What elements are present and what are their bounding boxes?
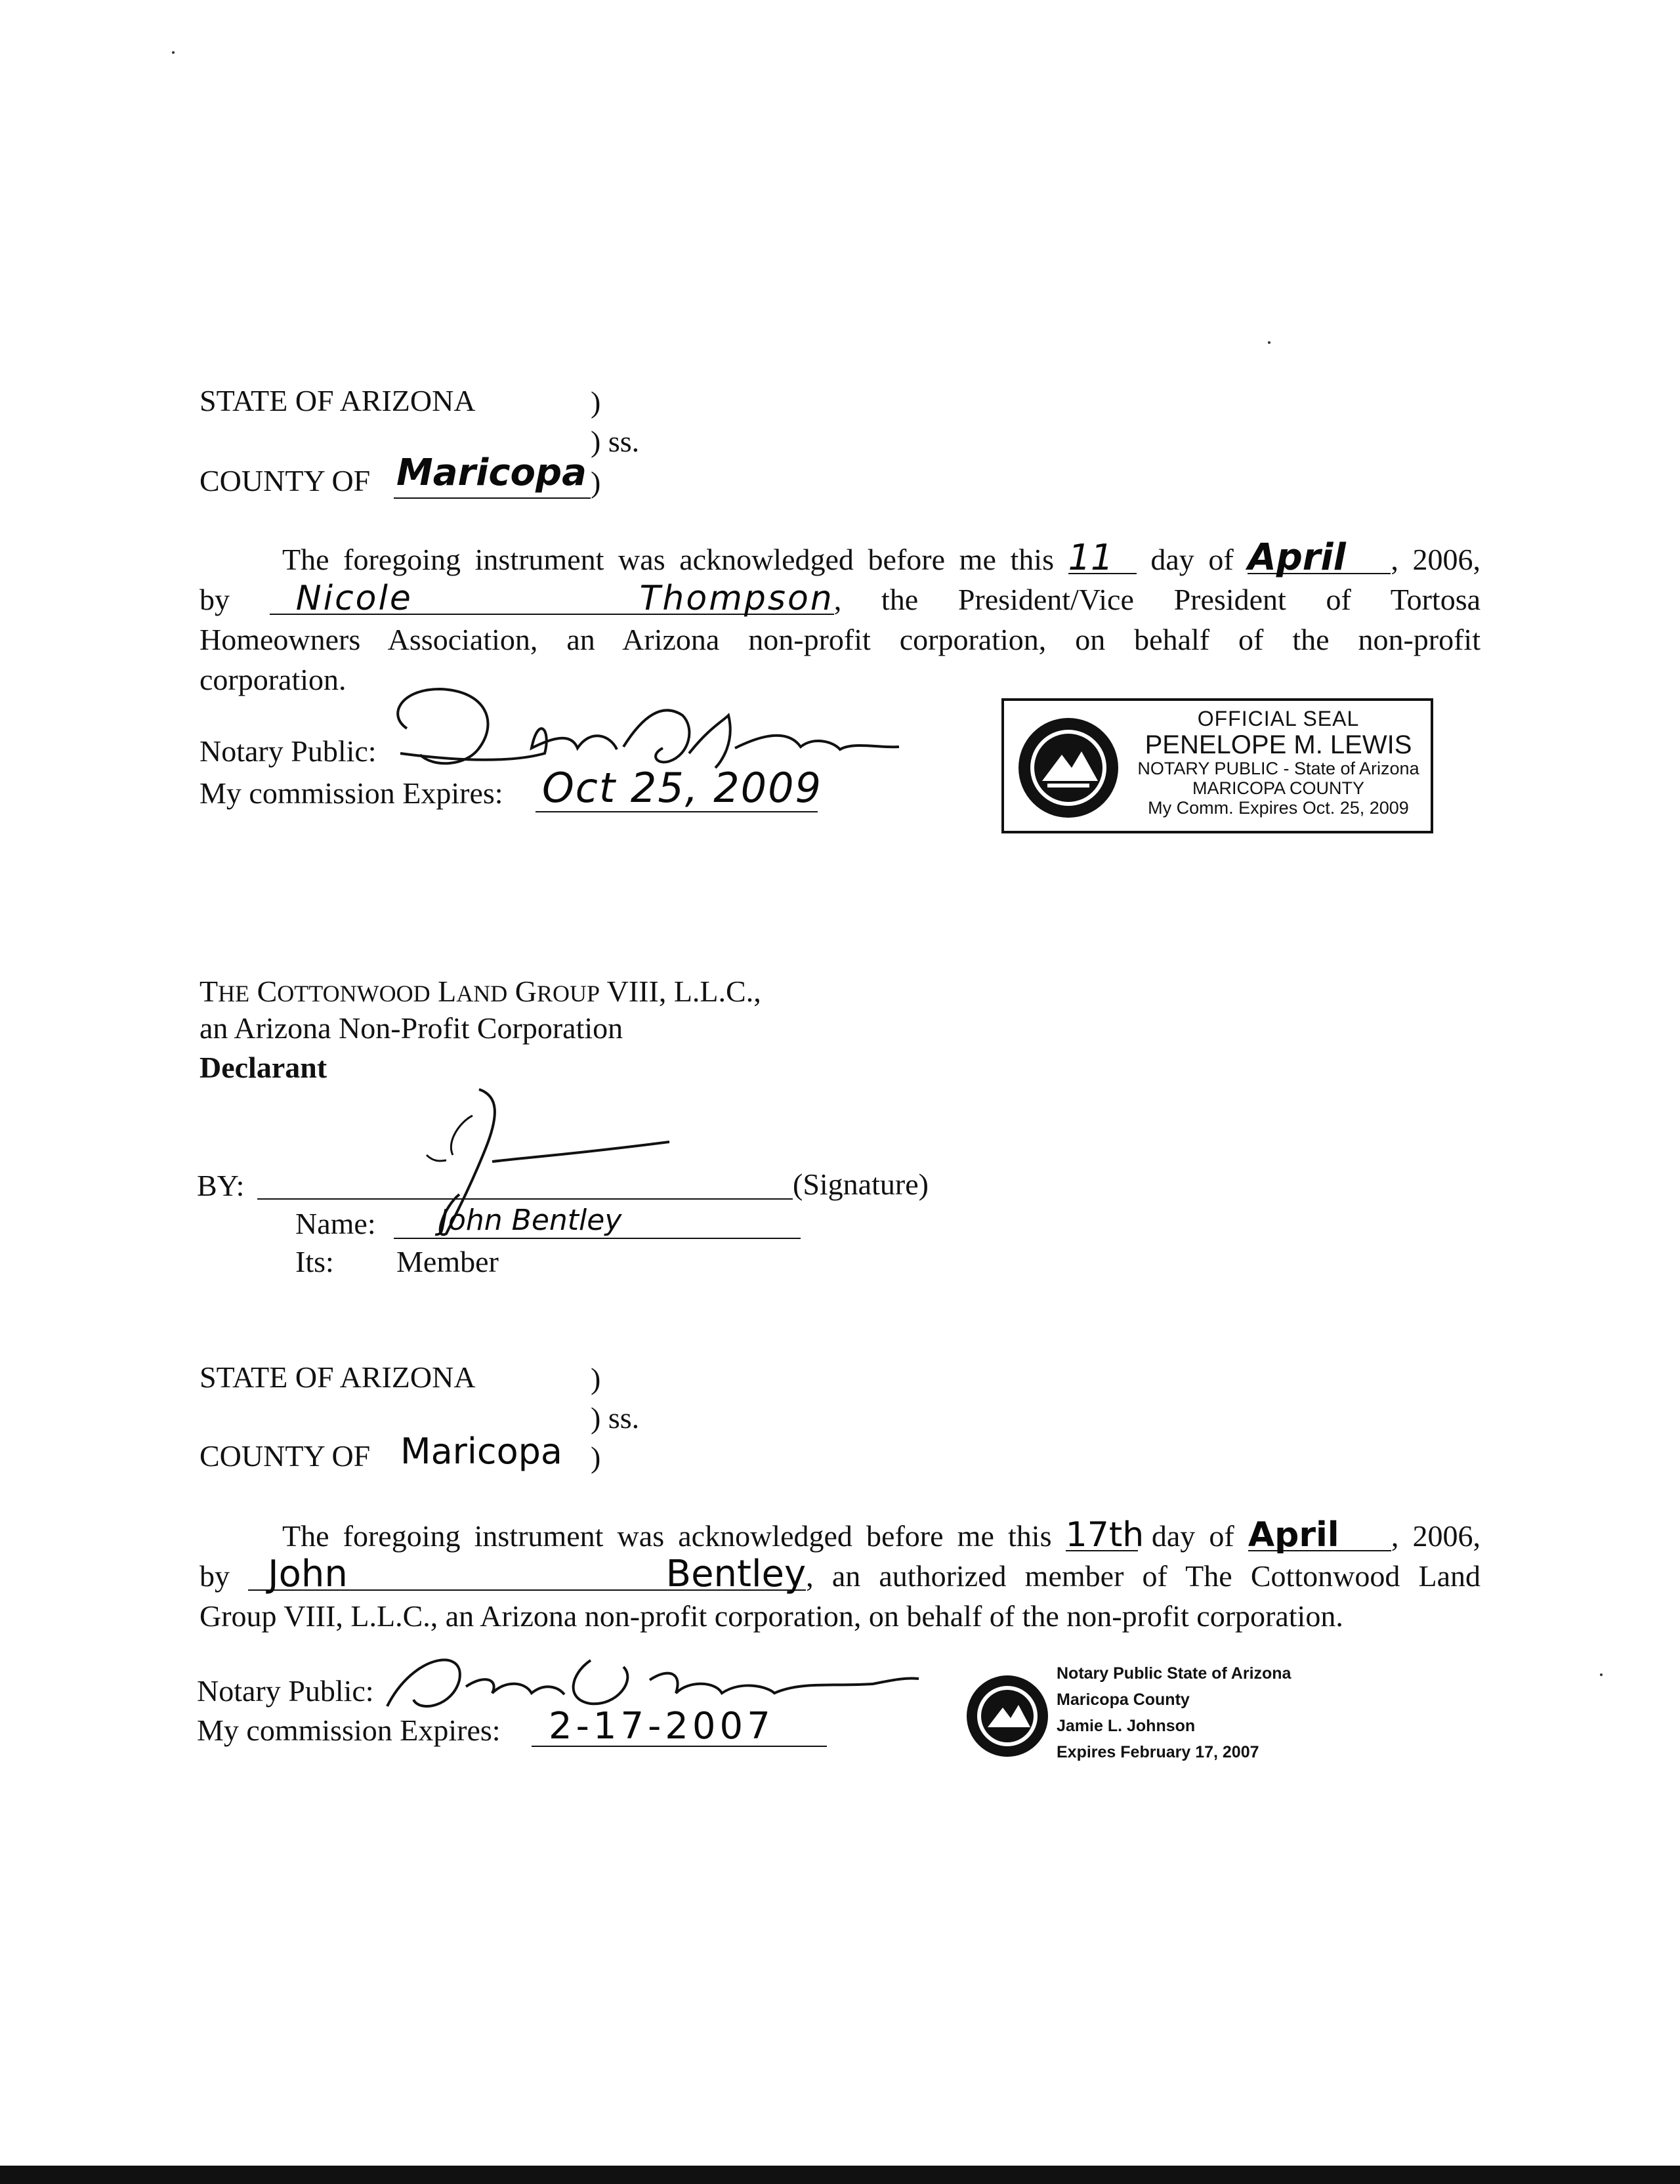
notary-public-label: Notary Public:	[197, 1674, 374, 1708]
its-label: Its:	[295, 1245, 334, 1278]
commission-handwritten: Oct 25, 2009	[542, 764, 822, 812]
commission-label: My commission Expires:	[197, 1713, 501, 1747]
company-name: THE COTTONWOOD LAND GROUP VIII, L.L.C.,	[200, 975, 761, 1008]
commission-handwritten: 2-17-2007	[549, 1705, 774, 1748]
stamp-line-4: Expires February 17, 2007	[1057, 1743, 1259, 1761]
month-handwritten: April	[1248, 1520, 1391, 1551]
stamp-line-3: Jamie L. Johnson	[1057, 1717, 1196, 1735]
county-paren: )	[591, 465, 601, 499]
seal-line-3: My Comm. Expires Oct. 25, 2009	[1148, 797, 1409, 818]
day-handwritten: 11	[1068, 543, 1137, 574]
state-seal-icon	[965, 1673, 1050, 1759]
day-handwritten: 17th	[1065, 1515, 1144, 1555]
signature-label: (Signature)	[793, 1167, 929, 1201]
acknowledgment-paragraph: The foregoing instrument was acknowledged before me this 17th day of April , 2006, by John Bentley, an authorized member of The Cottonwood Land Group VIII, L.L.C., an Arizona non-profit corporation, on behalf of the non-profit corporation.	[200, 1516, 1480, 1636]
paragraph-line-4: corporation.	[200, 663, 346, 696]
state-label: STATE OF ARIZONA	[200, 1360, 476, 1394]
paragraph-line-3: Homeowners Association, an Arizona non-profit corporation, on behalf of the non-profit	[200, 623, 1480, 656]
ss-label: ) ss.	[591, 1401, 640, 1435]
seal-notary-name: PENELOPE M. LEWIS	[1144, 730, 1412, 760]
company-subtitle: an Arizona Non-Profit Corporation	[200, 1011, 623, 1045]
name-underline	[394, 1238, 801, 1239]
commission-underline	[536, 811, 818, 812]
official-seal-stamp	[1001, 698, 1433, 833]
signature-line	[257, 1198, 793, 1200]
seal-line-2: MARICOPA COUNTY	[1192, 778, 1365, 798]
seal-line-1: NOTARY PUBLIC - State of Arizona	[1137, 759, 1419, 779]
name-handwritten: John Bentley	[440, 1204, 622, 1237]
signer-name-handwritten: John Bentley	[248, 1559, 806, 1591]
commission-label: My commission Expires:	[200, 776, 503, 810]
state-label: STATE OF ARIZONA	[200, 384, 476, 417]
month-handwritten: April	[1248, 543, 1391, 574]
scan-speck	[172, 51, 175, 54]
scan-speck	[1268, 341, 1270, 344]
scan-bottom-edge	[0, 2166, 1680, 2184]
county-handwritten: Maricopa	[396, 452, 587, 494]
by-label: BY:	[197, 1169, 245, 1202]
state-paren: )	[591, 1362, 601, 1395]
stamp-line-2: Maricopa County	[1057, 1690, 1190, 1709]
state-paren: )	[591, 385, 601, 419]
county-handwritten: Maricopa	[400, 1431, 562, 1472]
signer-name-handwritten: Nicole Thompson	[270, 583, 834, 615]
ss-label: ) ss.	[591, 425, 640, 458]
state-seal-icon	[1016, 715, 1121, 820]
its-value: Member	[396, 1245, 499, 1278]
declarant-role: Declarant	[200, 1051, 327, 1084]
seal-title: OFFICIAL SEAL	[1197, 707, 1360, 730]
county-underline	[394, 497, 591, 499]
notary-public-label: Notary Public:	[200, 734, 377, 768]
acknowledgment-paragraph: The foregoing instrument was acknowledged before me this 11 day of April , 2006, by Nicole Thompson, the President/Vice President of Tortosa Homeowners Association, an Arizona non-profit corporation, on behalf of the non-profit corporation.	[200, 539, 1480, 700]
name-label: Name:	[295, 1207, 376, 1240]
county-paren: )	[591, 1440, 601, 1474]
paragraph-line-3: Group VIII, L.L.C., an Arizona non-profit corporation, on behalf of the non-profit corporation.	[200, 1599, 1343, 1633]
county-label: COUNTY OF	[200, 1439, 371, 1473]
scan-speck	[1600, 1673, 1603, 1676]
stamp-line-1: Notary Public State of Arizona	[1057, 1664, 1292, 1683]
commission-underline	[532, 1746, 827, 1747]
county-label: COUNTY OF	[200, 464, 371, 497]
